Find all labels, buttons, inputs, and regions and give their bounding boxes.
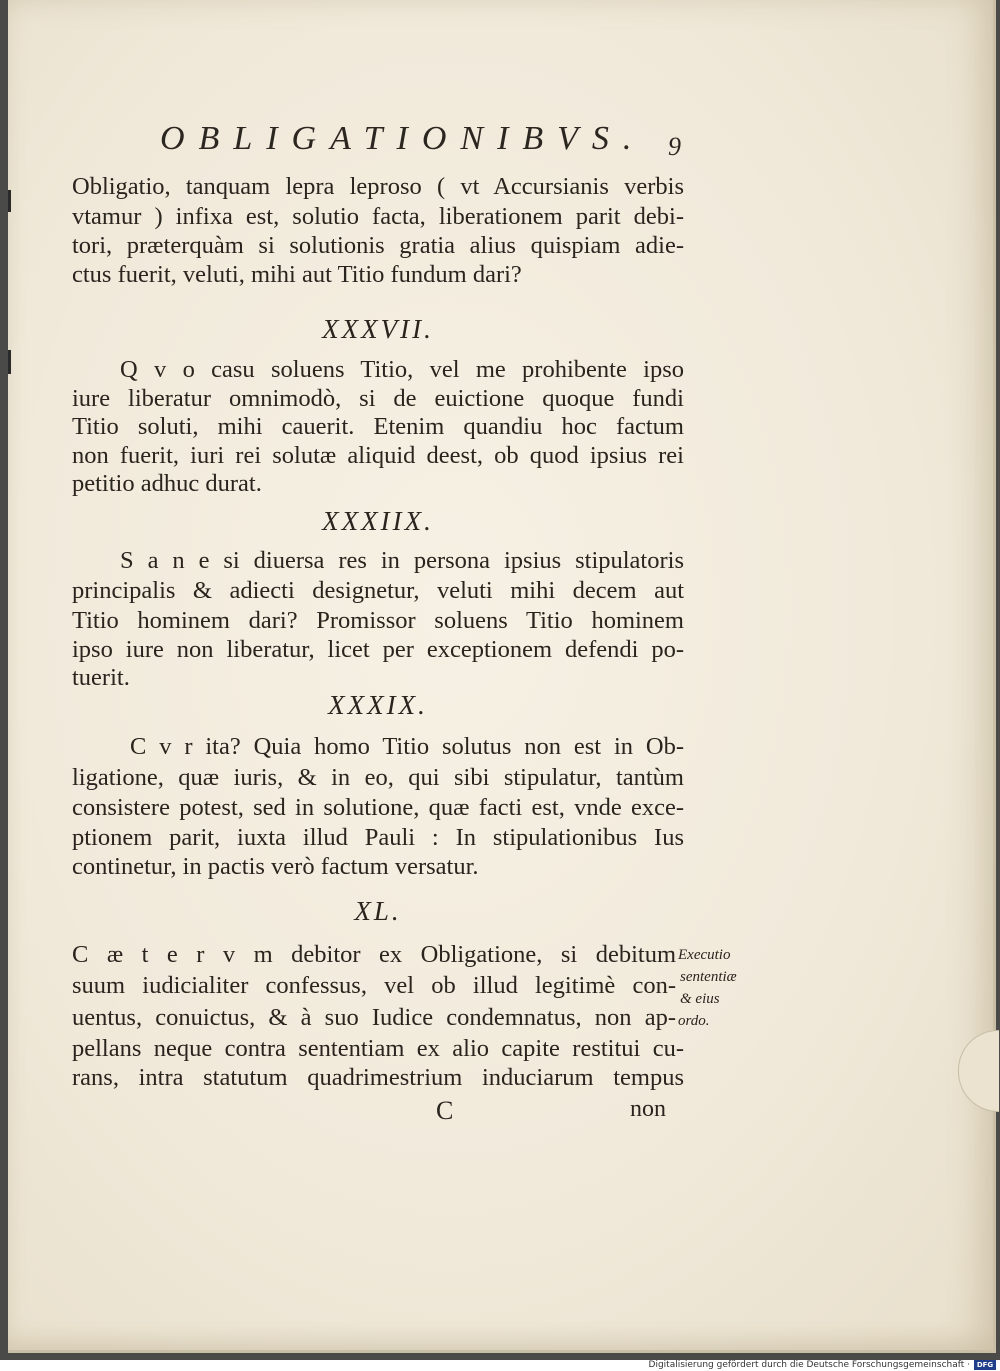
text-line: Titio soluti, mihi cauerit. Etenim quandiu hoc factum bbox=[72, 413, 684, 440]
text-line: petitio adhuc durat. bbox=[72, 470, 262, 497]
text-line: S a n e si diuersa res in persona ipsius stipulatoris bbox=[120, 547, 684, 574]
text-line: Titio hominem dari? Promissor soluens Titio hominem bbox=[72, 607, 684, 634]
running-head: OBLIGATIONIBVS. bbox=[160, 120, 646, 157]
marginal-note-line: & eius bbox=[680, 991, 720, 1007]
section-heading: XXXIX. bbox=[328, 690, 428, 720]
section-heading: XL. bbox=[354, 896, 402, 926]
marginal-note-line: sententiæ bbox=[680, 969, 737, 985]
text-line: C v r ita? Quia homo Titio solutus non est in Ob- bbox=[130, 733, 684, 760]
text-line: tori, præterquàm si solutionis gratia alius quispiam adie- bbox=[72, 232, 684, 259]
dfg-logo-icon: DFG bbox=[974, 1360, 996, 1370]
text-line: uentus, conuictus, & à suo Iudice condemnatus, non ap- bbox=[72, 1004, 676, 1031]
text-line: ptionem parit, iuxta illud Pauli : In stipulationibus Ius bbox=[72, 824, 684, 851]
text-line: Q v o casu soluens Titio, vel me prohibente ipso bbox=[120, 356, 684, 383]
text-line: vtamur ) infixa est, solutio facta, liberationem parit debi- bbox=[72, 203, 684, 230]
text-line: ligatione, quæ iuris, & in eo, qui sibi stipulatur, tantùm bbox=[72, 764, 684, 791]
edge-mark bbox=[8, 190, 11, 212]
text-line: C æ t e r v m debitor ex Obligatione, si debitum bbox=[72, 941, 676, 968]
text-line: principalis & adiecti designetur, veluti mihi decem aut bbox=[72, 577, 684, 604]
page-number: 9 bbox=[668, 132, 681, 161]
text-line: iure liberatur omnimodò, si de euictione quoque fundi bbox=[72, 385, 684, 412]
text-line: rans, intra statutum quadrimestrium induciarum tempus bbox=[72, 1064, 684, 1091]
text-line: consistere potest, sed in solutione, quæ facti est, vnde exce- bbox=[72, 794, 684, 821]
edge-mark bbox=[8, 350, 11, 374]
marginal-note-line: ordo. bbox=[678, 1013, 710, 1029]
text-line: suum iudicialiter confessus, vel ob illud legitimè con- bbox=[72, 972, 676, 999]
footer-bar bbox=[0, 1360, 1000, 1371]
text-line: non fuerit, iuri rei solutæ aliquid deest, ob quod ipsius rei bbox=[72, 442, 684, 469]
signature-mark: C bbox=[436, 1096, 454, 1125]
text-line: pellans neque contra sententiam ex alio capite restitui cu- bbox=[72, 1035, 684, 1062]
marginal-note-line: Executio bbox=[678, 947, 731, 963]
text-line: ctus fuerit, veluti, mihi aut Titio fundum dari? bbox=[72, 261, 522, 288]
text-line: Obligatio, tanquam lepra leproso ( vt Accursianis verbis bbox=[72, 173, 684, 200]
text-line: tuerit. bbox=[72, 664, 130, 691]
section-heading: XXXVII. bbox=[322, 314, 434, 344]
footer-credit: Digitalisierung gefördert durch die Deutsche Forschungsgemeinschaft · bbox=[648, 1360, 970, 1370]
text-line: ipso iure non liberatur, licet per exceptionem defendi po- bbox=[72, 636, 684, 663]
catchword: non bbox=[630, 1096, 666, 1122]
text-line: continetur, in pactis verò factum versatur. bbox=[72, 853, 479, 880]
section-heading: XXXIIX. bbox=[322, 506, 434, 536]
